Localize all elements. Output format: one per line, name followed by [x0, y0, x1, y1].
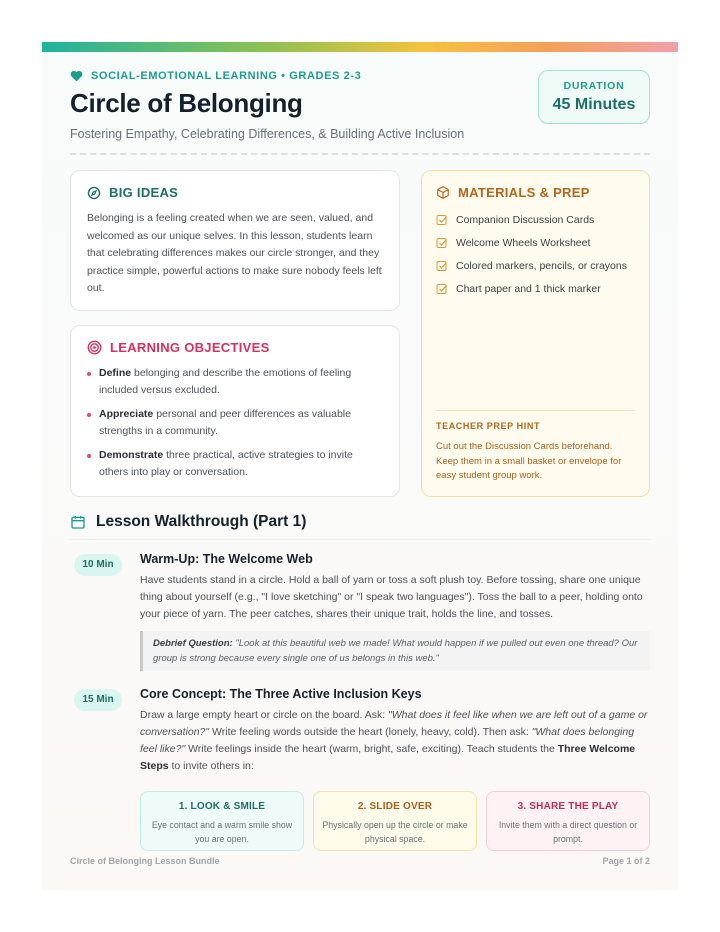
objective-verb: Demonstrate [99, 449, 164, 461]
material-label: Companion Discussion Cards [456, 214, 595, 226]
objective-item [87, 365, 383, 399]
checkbox-check-icon [436, 237, 448, 249]
duration-box [538, 70, 650, 124]
objective-text: belonging and describe the emotions of feeling included versus excluded. [99, 367, 352, 396]
inclusion-key-card [313, 791, 477, 851]
materials-heading: MATERIALS & PREP [458, 185, 590, 200]
debrief-callout [140, 631, 650, 671]
key-desc: Physically open up the circle or make physical space. [322, 820, 468, 844]
lesson-step [70, 687, 650, 857]
gradient-accent-bar [42, 42, 678, 52]
material-item [436, 213, 635, 227]
objective-verb: Appreciate [99, 408, 154, 420]
page-title: Circle of Belonging [70, 88, 303, 118]
objective-item [87, 406, 383, 440]
prep-hint-text: Cut out the Discussion Cards beforehand. Keep them in a small basket or envelope for easy student group work. [436, 441, 622, 481]
step-title: Core Concept: The Three Active Inclusion Keys [140, 687, 422, 701]
page-header [70, 70, 650, 156]
checkbox-check-icon [436, 260, 448, 272]
divider [70, 153, 650, 155]
step-quote: "What does belonging feel like?" [140, 726, 635, 755]
material-item [436, 236, 635, 250]
bullet-icon [87, 413, 91, 417]
footer-title: Circle of Belonging Lesson Bundle [70, 856, 220, 866]
compass-icon [87, 186, 101, 200]
material-label: Chart paper and 1 thick marker [456, 283, 601, 295]
key-desc: Eye contact and a warm smile show you are open. [151, 820, 293, 844]
step-text-part: Write feelings inside the heart (warm, bright, safe, exciting). Teach students the [185, 743, 558, 755]
debrief-text: "Look at this beautiful web we made! What would happen if we pulled out even one thread? Our group is strong because every single one of us belongs in this web." [153, 638, 638, 664]
materials-heading-row [436, 185, 635, 200]
page-number: Page 1 of 2 [602, 856, 650, 866]
material-item [436, 259, 635, 273]
objective-text: personal and peer differences as valuable strengths in a community. [99, 408, 351, 437]
material-label: Colored markers, pencils, or crayons [456, 260, 627, 272]
materials-prep-card [421, 170, 650, 497]
objective-item [87, 447, 383, 481]
big-ideas-card [70, 170, 400, 311]
inclusion-keys [140, 791, 650, 851]
teacher-prep-hint [436, 410, 635, 484]
page-footer [70, 856, 650, 866]
step-quote: "What does it feel like when we are left out of a game or conversation?" [140, 709, 648, 738]
key-title: 3. SHARE THE PLAY [517, 801, 619, 812]
time-badge: 15 Min [74, 689, 122, 711]
duration-label: DURATION [563, 80, 625, 92]
big-ideas-heading: BIG IDEAS [109, 185, 179, 200]
step-text-part: Draw a large empty heart or circle on the board. Ask: [140, 709, 389, 721]
step-title: Warm-Up: The Welcome Web [140, 552, 313, 566]
prep-hint-heading: TEACHER PREP HINT [436, 421, 541, 431]
page-subtitle: Fostering Empathy, Celebrating Differences, & Building Active Inclusion [70, 127, 465, 141]
step-text: Have students stand in a circle. Hold a ball of yarn or toss a soft plush toy. Before tossing, share one unique thing about yourself (e.g., "I love sketching" or "I speak two languages"). Toss the ball to a peer, holding onto your piece of yarn. The peer catches, shares their unique trait, holds the line, and tosses. [140, 574, 643, 620]
key-title: 1. LOOK & SMILE [178, 801, 266, 812]
step-text-part: Write feeling words outside the heart (lonely, heavy, cold). Then ask: [209, 726, 532, 738]
objective-text: three practical, active strategies to invite others into play or conversation. [99, 449, 353, 478]
big-ideas-heading-row [87, 185, 383, 200]
objective-verb: Define [99, 367, 132, 379]
walkthrough-heading-row [70, 512, 650, 540]
material-label: Welcome Wheels Worksheet [456, 237, 591, 249]
step-text [140, 707, 650, 775]
calendar-icon [70, 514, 86, 530]
inclusion-key-card [140, 791, 304, 851]
step-body [140, 687, 650, 775]
checkbox-check-icon [436, 283, 448, 295]
target-icon [87, 340, 102, 355]
step-text-part: to invite others in: [168, 760, 254, 772]
big-ideas-text: Belonging is a feeling created when we are seen, valued, and welcomed as our unique selves. In this lesson, students learn that celebrating differences makes our circle stronger, and they practice simple, powerful actions to make sure nobody feels left out. [87, 212, 382, 294]
time-badge: 10 Min [74, 554, 122, 576]
bullet-icon [87, 372, 91, 376]
key-title: 2. SLIDE OVER [357, 801, 433, 812]
material-item [436, 282, 635, 296]
learning-objectives-card [70, 325, 400, 497]
checkbox-check-icon [436, 214, 448, 226]
inclusion-key-card [486, 791, 650, 851]
objectives-heading: LEARNING OBJECTIVES [110, 340, 270, 355]
walkthrough-heading: Lesson Walkthrough (Part 1) [96, 512, 307, 530]
materials-list [436, 213, 635, 296]
bullet-icon [87, 454, 91, 458]
box-icon [436, 185, 450, 200]
heart-icon [70, 70, 83, 82]
eyebrow-label: SOCIAL-EMOTIONAL LEARNING • GRADES 2-3 [91, 70, 362, 82]
step-body [140, 552, 650, 671]
objectives-list [87, 365, 383, 481]
lesson-page [42, 42, 678, 890]
key-desc: Invite them with a direct question or prompt. [498, 820, 638, 844]
step-bold: Three Welcome Steps [140, 743, 636, 772]
duration-value: 45 Minutes [552, 96, 636, 113]
objectives-heading-row [87, 340, 383, 355]
debrief-label: Debrief Question: [153, 638, 233, 649]
